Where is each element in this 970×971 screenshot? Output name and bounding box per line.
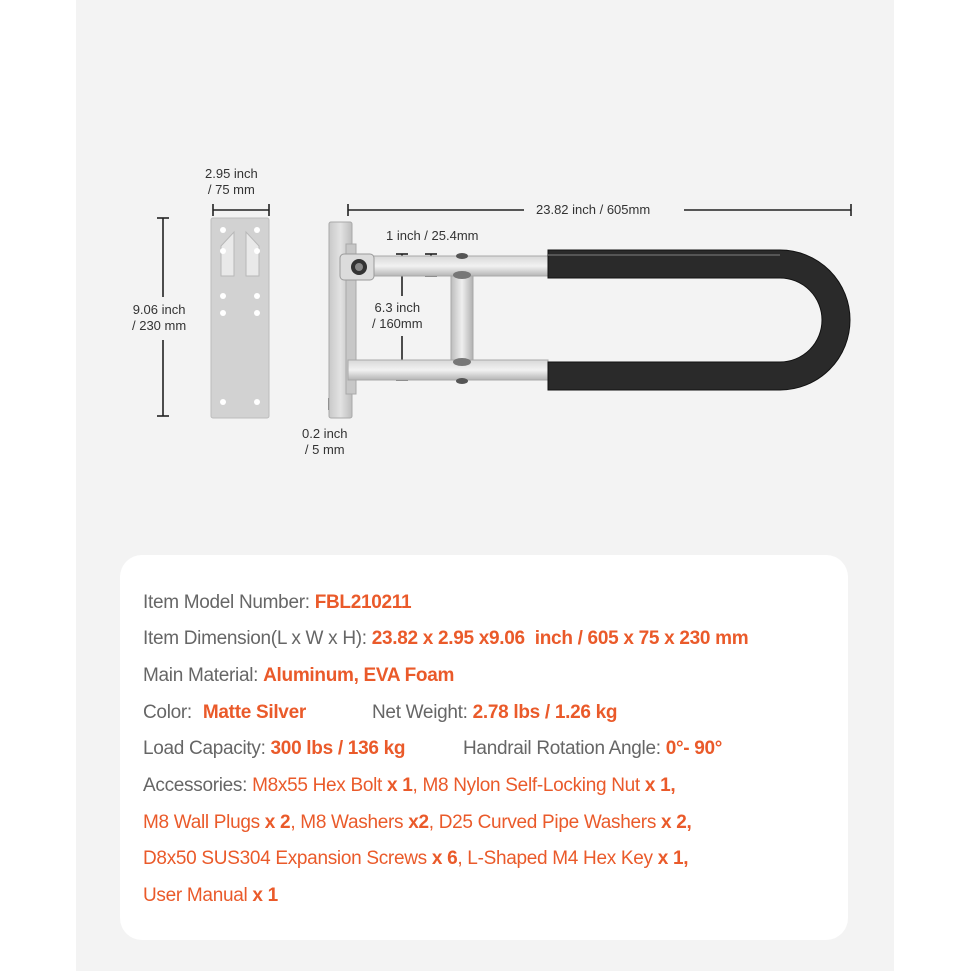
- mounting-plate-side: [329, 222, 356, 418]
- spec-load: Load Capacity: 300 lbs / 136 kg: [143, 738, 406, 759]
- spec-accessories-line4: User Manual x 1: [143, 885, 278, 906]
- spec-accessories-line2: M8 Wall Plugs x 2, M8 Washers x2, D25 Curved Pipe Washers x 2,: [143, 812, 692, 833]
- dim-length: 23.82 inch / 605mm: [536, 202, 651, 217]
- spec-weight: Net Weight: 2.78 lbs / 1.26 kg: [372, 702, 618, 723]
- mounting-plate-front: [211, 218, 269, 418]
- spec-material: Main Material: Aluminum, EVA Foam: [143, 665, 455, 686]
- dim-plate-height: 9.06 inch / 230 mm: [132, 302, 187, 333]
- spec-dimension: Item Dimension(L x W x H): 23.82 x 2.95 x9.06 inch / 605 x 75 x 230 mm: [143, 628, 749, 649]
- spec-color: Color: Matte Silver: [143, 702, 306, 723]
- dim-tube-spacing: 6.3 inch / 160mm: [372, 300, 423, 331]
- spec-accessories-line1: Accessories: M8x55 Hex Bolt x 1, M8 Nylon Self-Locking Nut x 1,: [143, 775, 676, 796]
- spec-rotation: Handrail Rotation Angle: 0°- 90°: [463, 738, 723, 759]
- dim-tube-gap: 1 inch / 25.4mm: [386, 228, 479, 243]
- dim-plate-width: 2.95 inch / 75 mm: [205, 166, 258, 197]
- spec-model: Item Model Number: FBL210211: [143, 592, 412, 613]
- dim-plate-thickness: 0.2 inch / 5 mm: [302, 426, 348, 457]
- spec-accessories-line3: D8x50 SUS304 Expansion Screws x 6, L-Shaped M4 Hex Key x 1,: [143, 848, 689, 869]
